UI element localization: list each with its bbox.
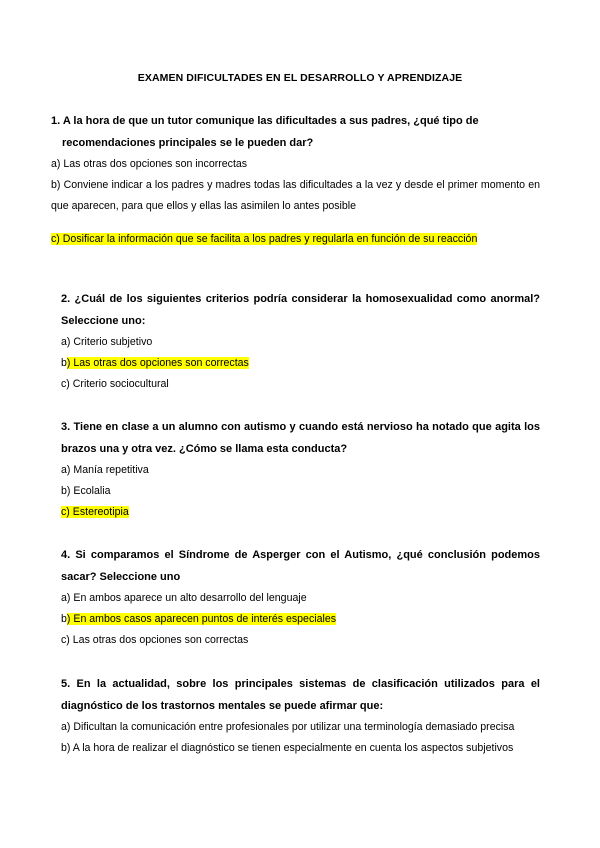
option-prefix: a) [61, 592, 74, 604]
option-text: Las otras dos opciones son incorrectas [63, 158, 248, 170]
option-text: Criterio sociocultural [72, 378, 169, 390]
question-1 [51, 110, 540, 250]
option-text: Dosificar la información que se facilita a los padres y regularla en función de su reacción [62, 233, 478, 245]
option-text: Manía repetitiva [73, 464, 149, 476]
option-text: Ecolalia [73, 485, 111, 497]
option-prefix: a) [61, 721, 74, 733]
question-5-text: 5. En la actualidad, sobre los principales sistemas de clasificación utilizados para el diagnóstico de los trastornos mentales se puede afirmar que: [61, 678, 540, 712]
option-prefix: a) [61, 336, 74, 348]
option-prefix: c) [51, 233, 63, 245]
exam-title: EXAMEN DIFICULTADES EN EL DESARROLLO Y APRENDIZAJE [137, 72, 463, 84]
option-prefix: b) [61, 485, 74, 497]
question-1-option-a [51, 154, 540, 175]
question-1-text-line2: recomendaciones principales se le pueden dar? [62, 137, 314, 149]
option-text: Las otras dos opciones son correctas [72, 634, 249, 646]
option-prefix: b) [51, 179, 64, 191]
question-3-text: 3. Tiene en clase a un alumno con autismo y cuando está nervioso ha notado que agita los brazos una y otra vez. ¿Cómo se llama esta conducta? [61, 421, 540, 455]
highlighted-answer [51, 233, 477, 245]
option-prefix: c) [61, 634, 73, 646]
option-text: Dificultan la comunicación entre profesionales por utilizar una terminología demasiado precisa [73, 721, 515, 733]
question-3 [61, 416, 540, 523]
question-4-option-c [61, 630, 540, 651]
question-4-option-b [61, 609, 540, 630]
option-text: Conviene indicar a los padres y madres todas las dificultades a la vez y desde el primer momento en que aparecen, para que ellos y ellas las asimilen lo antes posible [51, 179, 540, 212]
option-text: Criterio subjetivo [73, 336, 153, 348]
question-3-option-a [61, 460, 540, 481]
question-5-option-a [61, 717, 540, 738]
highlighted-answer: ) En ambos casos aparecen puntos de interés especiales [66, 613, 337, 625]
question-4-option-a [61, 588, 540, 609]
option-text: En ambos aparece un alto desarrollo del lenguaje [73, 592, 307, 604]
question-5-option-b [61, 738, 540, 759]
question-2-option-a [61, 332, 540, 353]
question-1-text-line1: 1. A la hora de que un tutor comunique las dificultades a sus padres, ¿qué tipo de [51, 115, 479, 127]
highlighted-answer: c) Estereotipia [61, 506, 129, 518]
option-prefix: b [61, 613, 67, 625]
option-prefix: a) [51, 158, 64, 170]
question-3-option-b [61, 481, 540, 502]
option-text: A la hora de realizar el diagnóstico se tienen especialmente en cuenta los aspectos subjetivos [72, 742, 514, 754]
option-prefix: b [61, 357, 67, 369]
option-prefix: c) [61, 378, 73, 390]
question-2-option-c [61, 374, 540, 395]
question-5 [61, 673, 540, 759]
question-4-text: 4. Si comparamos el Síndrome de Asperger con el Autismo, ¿qué conclusión podemos sacar? Seleccione uno [61, 549, 540, 583]
question-4 [61, 544, 540, 651]
question-2-text: 2. ¿Cuál de los siguientes criterios podría considerar la homosexualidad como anormal? Seleccione uno: [61, 293, 540, 327]
question-2 [61, 288, 540, 395]
question-3-option-c [61, 502, 540, 523]
highlighted-answer: ) Las otras dos opciones son correctas [66, 357, 249, 369]
question-1-option-c [51, 229, 540, 250]
option-prefix: a) [61, 464, 74, 476]
question-1-option-b [51, 175, 540, 217]
option-prefix: b) [61, 742, 73, 754]
question-2-option-b [61, 353, 540, 374]
